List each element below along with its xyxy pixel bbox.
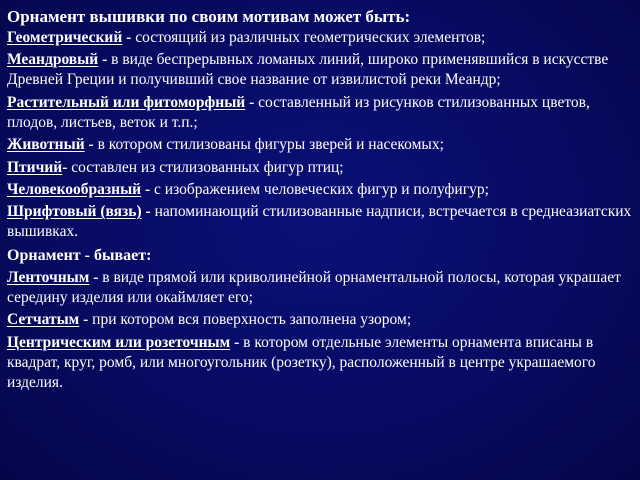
motif-separator: -: [84, 136, 98, 154]
kind-term: Сетчатым: [7, 311, 80, 329]
motif-separator: -: [62, 158, 72, 176]
motif-separator: -: [141, 180, 155, 198]
kind-separator: -: [79, 311, 93, 329]
slide-title: Орнамент вышивки по своим мотивам может быть:: [7, 7, 411, 26]
motif-term: Геометрический: [7, 29, 123, 46]
motif-description: составленный из рисунков стилизованных цветов, плодов, листьев, веток и т.п.;: [7, 93, 590, 131]
motif-description: составлен из стилизованных фигур птиц;: [71, 158, 344, 176]
kind-separator: -: [89, 268, 103, 286]
kind-description: при котором вся поверхность заполнена узором;: [92, 311, 412, 329]
motif-term: Меандровый: [7, 51, 99, 69]
motif-script: [7, 202, 632, 242]
motif-description: с изображением человеческих фигур и полуфигур;: [154, 180, 489, 198]
motif-description: в виде беспрерывных ломаных линий, широко применявшийся в искусстве Древней Греции и получивший свое название от извилистой реки Меандр;: [7, 51, 609, 89]
motif-term: Животный: [7, 136, 85, 154]
motif-separator: -: [98, 51, 112, 69]
motif-description: состоящий из различных геометрических элементов;: [135, 29, 486, 46]
motif-list: [7, 28, 632, 242]
motif-term: Шрифтовый (вязь): [7, 203, 142, 221]
motif-description: в котором стилизованы фигуры зверей и насекомых;: [97, 136, 444, 154]
motif-floral: [7, 93, 632, 133]
motif-term: Птичий: [7, 158, 63, 176]
motif-separator: -: [122, 29, 136, 46]
motif-description: напоминающий стилизованные надписи, встречается в среднеазиатских вышивках.: [7, 203, 632, 241]
motif-term: Растительный или фитоморфный: [7, 93, 246, 111]
motif-animal: [7, 135, 632, 155]
kind-term: Центрическим или розеточным: [7, 333, 231, 351]
kind-description: в котором отдельные элементы орнамента вписаны в квадрат, круг, ромб, или многоугольник (розетку), расположенный в центре украшаемого изделия.: [7, 333, 596, 391]
motif-bird: [7, 158, 632, 178]
section-heading: Орнамент - бывает:: [7, 246, 152, 264]
kind-separator: -: [230, 333, 244, 351]
motif-term: Человекообразный: [7, 180, 142, 198]
kind-centric: [7, 333, 632, 393]
kind-list: [7, 268, 632, 393]
motif-human: [7, 180, 632, 200]
motif-meander: [7, 50, 632, 90]
motif-geometric: [7, 28, 632, 48]
kind-term: Ленточным: [7, 268, 90, 286]
motif-separator: -: [245, 93, 259, 111]
kind-description: в виде прямой или криволинейной орнаментальной полосы, которая украшает середину изделия или окаймляет его;: [7, 268, 621, 306]
motif-separator: -: [141, 203, 155, 221]
kind-ribbon: [7, 268, 632, 308]
kind-mesh: [7, 310, 632, 330]
